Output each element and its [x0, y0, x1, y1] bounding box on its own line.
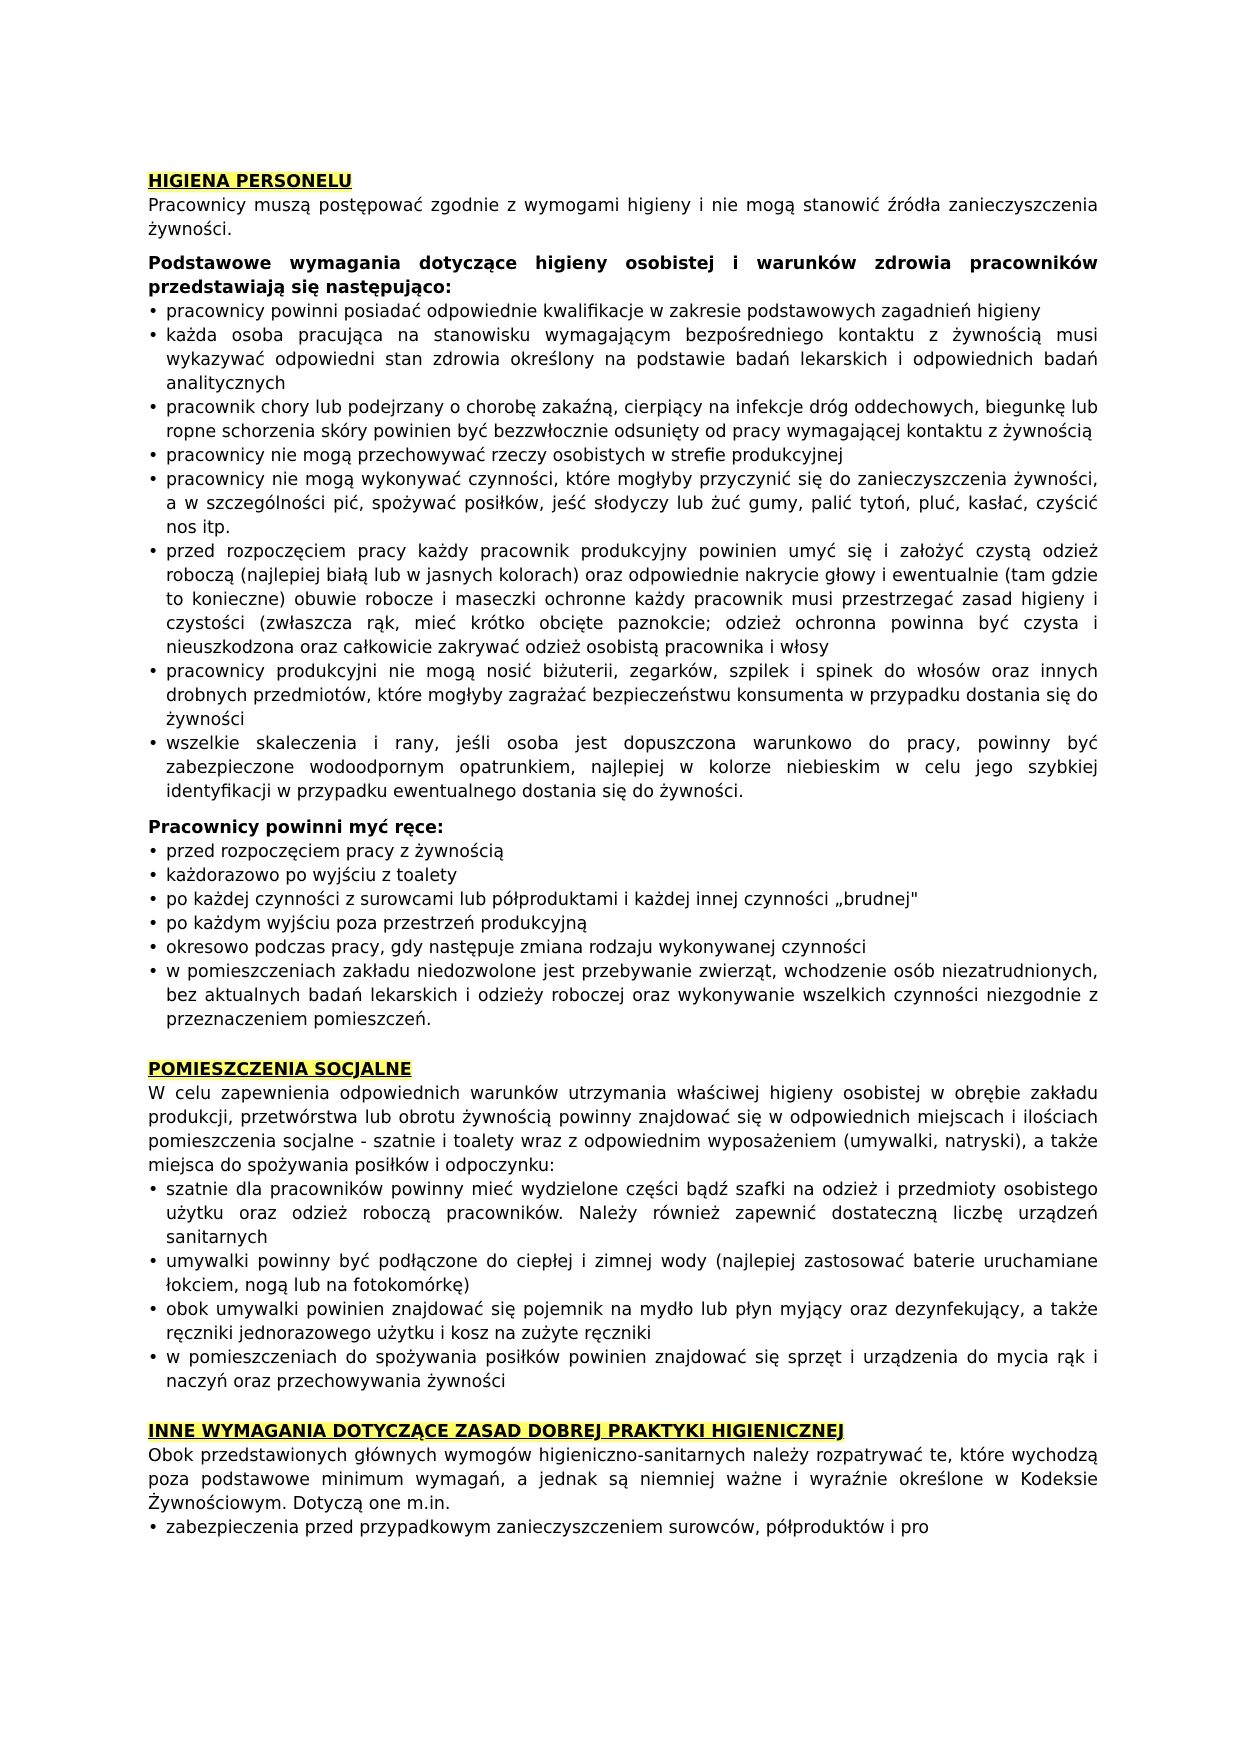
subheading: Podstawowe wymagania dotyczące higieny osobistej i warunków zdrowia pracowników przedstawiają się następująco:: [148, 254, 1098, 298]
bullet-icon: •: [148, 470, 159, 490]
list-item-text: wszelkie skaleczenia i rany, jeśli osoba jest dopuszczona warunkowo do pracy, powinny być zabezpieczone wodoodpornym opatrunkiem, najlepiej w kolorze niebieskim w celu jego szybkiej identyfikacji w przypadku ewentualnego dostania się do żywności.: [166, 734, 1098, 802]
bullet-icon: •: [148, 1300, 159, 1320]
bullet-icon: •: [148, 914, 159, 934]
intro-paragraph: W celu zapewnienia odpowiednich warunków utrzymania właściwej higieny osobistej w obrębie zakładu produkcji, przetwórstwa lub obrotu żywnością powinny znajdować się w odpowiednich miejscach i ilościach pomieszczenia socjalne - szatnie i toalety wraz z odpowiednim wyposażeniem (umywalki, natryski), a także miejsca do spożywania posiłków i odpoczynku:: [148, 1084, 1098, 1176]
bullet-icon: •: [148, 1252, 159, 1272]
list-item: [148, 1346, 1098, 1394]
list-item: [148, 1250, 1098, 1298]
list-item-text: umywalki powinny być podłączone do ciepłej i zimnej wody (najlepiej zastosować baterie uruchamiane łokciem, nogą lub na fotokomórkę): [166, 1252, 1098, 1296]
list-item-text: każda osoba pracująca na stanowisku wymagającym bezpośredniego kontaktu z żywnością musi wykazywać odpowiedni stan zdrowia określony na podstawie badań lekarskich i odpowiednich badań analitycznych: [166, 326, 1098, 394]
list-item-text: pracownicy nie mogą wykonywać czynności, które mogłyby przyczynić się do zanieczyszczenia żywności, a w szczególności pić, spożywać posiłków, jeść słodyczy lub żuć gumy, palić tytoń, pluć, kasłać, czyścić nos itp.: [166, 470, 1098, 538]
list-item: [148, 324, 1098, 396]
bullet-icon: •: [148, 1180, 159, 1200]
list-item-text: okresowo podczas pracy, gdy następuje zmiana rodzaju wykonywanej czynności: [166, 938, 867, 958]
list-item: [148, 300, 1098, 324]
document-page: [148, 170, 1098, 1540]
section-hygiene-staff: [148, 170, 1098, 1032]
hands-heading: Pracownicy powinni myć ręce:: [148, 818, 444, 838]
bullet-icon: •: [148, 962, 159, 982]
list-item: [148, 396, 1098, 444]
list-item: [148, 912, 1098, 936]
list-item: [148, 660, 1098, 732]
list-item: [148, 1298, 1098, 1346]
list-item-text: po każdym wyjściu poza przestrzeń produkcyjną: [166, 914, 588, 934]
bullet-icon: •: [148, 866, 159, 886]
bullet-icon: •: [148, 938, 159, 958]
list-item: [148, 936, 1098, 960]
section-social-rooms: [148, 1058, 1098, 1394]
bullet-icon: •: [148, 890, 159, 910]
social-rooms-list: [148, 1178, 1098, 1394]
bullet-icon: •: [148, 398, 159, 418]
list-item: [148, 864, 1098, 888]
bullet-icon: •: [148, 446, 159, 466]
section-heading: HIGIENA PERSONELU: [148, 172, 353, 192]
bullet-icon: •: [148, 302, 159, 322]
list-item: [148, 444, 1098, 468]
bullet-icon: •: [148, 542, 159, 562]
other-requirements-list: [148, 1516, 1098, 1540]
list-item-text: w pomieszczeniach do spożywania posiłków powinien znajdować się sprzęt i urządzenia do mycia rąk i naczyń oraz przechowywania żywności: [166, 1348, 1098, 1392]
bullet-icon: •: [148, 1348, 159, 1368]
bullet-icon: •: [148, 842, 159, 862]
list-item-text: pracownicy produkcyjni nie mogą nosić biżuterii, zegarków, szpilek i spinek do włosów oraz innych drobnych przedmiotów, które mogłyby zagrażać bezpieczeństwu konsumenta w przypadku dostania się do żywności: [166, 662, 1098, 730]
list-item: [148, 960, 1098, 1032]
list-item: [148, 888, 1098, 912]
list-item-text: obok umywalki powinien znajdować się pojemnik na mydło lub płyn myjący oraz dezynfekujący, a także ręczniki jednorazowego użytku i kosz na zużyte ręczniki: [166, 1300, 1098, 1344]
bullet-icon: •: [148, 734, 159, 754]
requirements-list: [148, 300, 1098, 804]
list-item-text: zabezpieczenia przed przypadkowym zanieczyszczeniem surowców, półproduktów i pro: [166, 1518, 929, 1538]
hand-washing-list: [148, 840, 1098, 1032]
list-item-text: pracownicy powinni posiadać odpowiednie kwalifikacje w zakresie podstawowych zagadnień higieny: [166, 302, 1041, 322]
section-other-requirements: [148, 1420, 1098, 1540]
list-item-text: po każdej czynności z surowcami lub półproduktami i każdej innej czynności „brudnej": [166, 890, 919, 910]
list-item: [148, 1516, 1098, 1540]
intro-paragraph: Obok przedstawionych głównych wymogów higieniczno-sanitarnych należy rozpatrywać te, które wychodzą poza podstawowe minimum wymagań, a jednak są niemniej ważne i wyraźnie określone w Kodeksie Żywnościowym. Dotyczą one m.in.: [148, 1446, 1098, 1514]
list-item: [148, 540, 1098, 660]
list-item: [148, 1178, 1098, 1250]
list-item-text: przed rozpoczęciem pracy z żywnością: [166, 842, 505, 862]
list-item-text: przed rozpoczęciem pracy każdy pracownik produkcyjny powinien umyć się i założyć czystą odzież roboczą (najlepiej białą lub w jasnych kolorach) oraz odpowiednie nakrycie głowy i ewentualnie (tam gdzie to konieczne) obuwie robocze i maseczki ochronne każdy pracownik musi przestrzegać zasad higieny i czystości (zwłaszcza rąk, mieć krótko obcięte paznokcie; odzież ochronna powinna być czysta i nieuszkodzona oraz całkowicie zakrywać odzież osobistą pracownika i włosy: [166, 542, 1098, 658]
list-item-text: pracownicy nie mogą przechowywać rzeczy osobistych w strefie produkcyjnej: [166, 446, 844, 466]
bullet-icon: •: [148, 326, 159, 346]
list-item: [148, 840, 1098, 864]
intro-paragraph: Pracownicy muszą postępować zgodnie z wymogami higieny i nie mogą stanowić źródła zanieczyszczenia żywności.: [148, 196, 1098, 240]
list-item: [148, 732, 1098, 804]
list-item-text: każdorazowo po wyjściu z toalety: [166, 866, 458, 886]
list-item-text: w pomieszczeniach zakładu niedozwolone jest przebywanie zwierząt, wchodzenie osób niezatrudnionych, bez aktualnych badań lekarskich i odzieży roboczej oraz wykonywanie wszelkich czynności niezgodnie z przeznaczeniem pomieszczeń.: [166, 962, 1098, 1030]
bullet-icon: •: [148, 662, 159, 682]
list-item-text: pracownik chory lub podejrzany o chorobę zakaźną, cierpiący na infekcje dróg oddechowych, biegunkę lub ropne schorzenia skóry powinien być bezzwłocznie odsunięty od pracy wymagającej kontaktu z żywnością: [166, 398, 1098, 442]
section-heading: INNE WYMAGANIA DOTYCZĄCE ZASAD DOBREJ PRAKTYKI HIGIENICZNEJ: [148, 1422, 845, 1442]
list-item-text: szatnie dla pracowników powinny mieć wydzielone części bądź szafki na odzież i przedmioty osobistego użytku oraz odzież roboczą pracowników. Należy również zapewnić dostateczną liczbę urządzeń sanitarnych: [166, 1180, 1098, 1248]
section-heading: POMIESZCZENIA SOCJALNE: [148, 1060, 412, 1080]
list-item: [148, 468, 1098, 540]
bullet-icon: •: [148, 1518, 159, 1538]
